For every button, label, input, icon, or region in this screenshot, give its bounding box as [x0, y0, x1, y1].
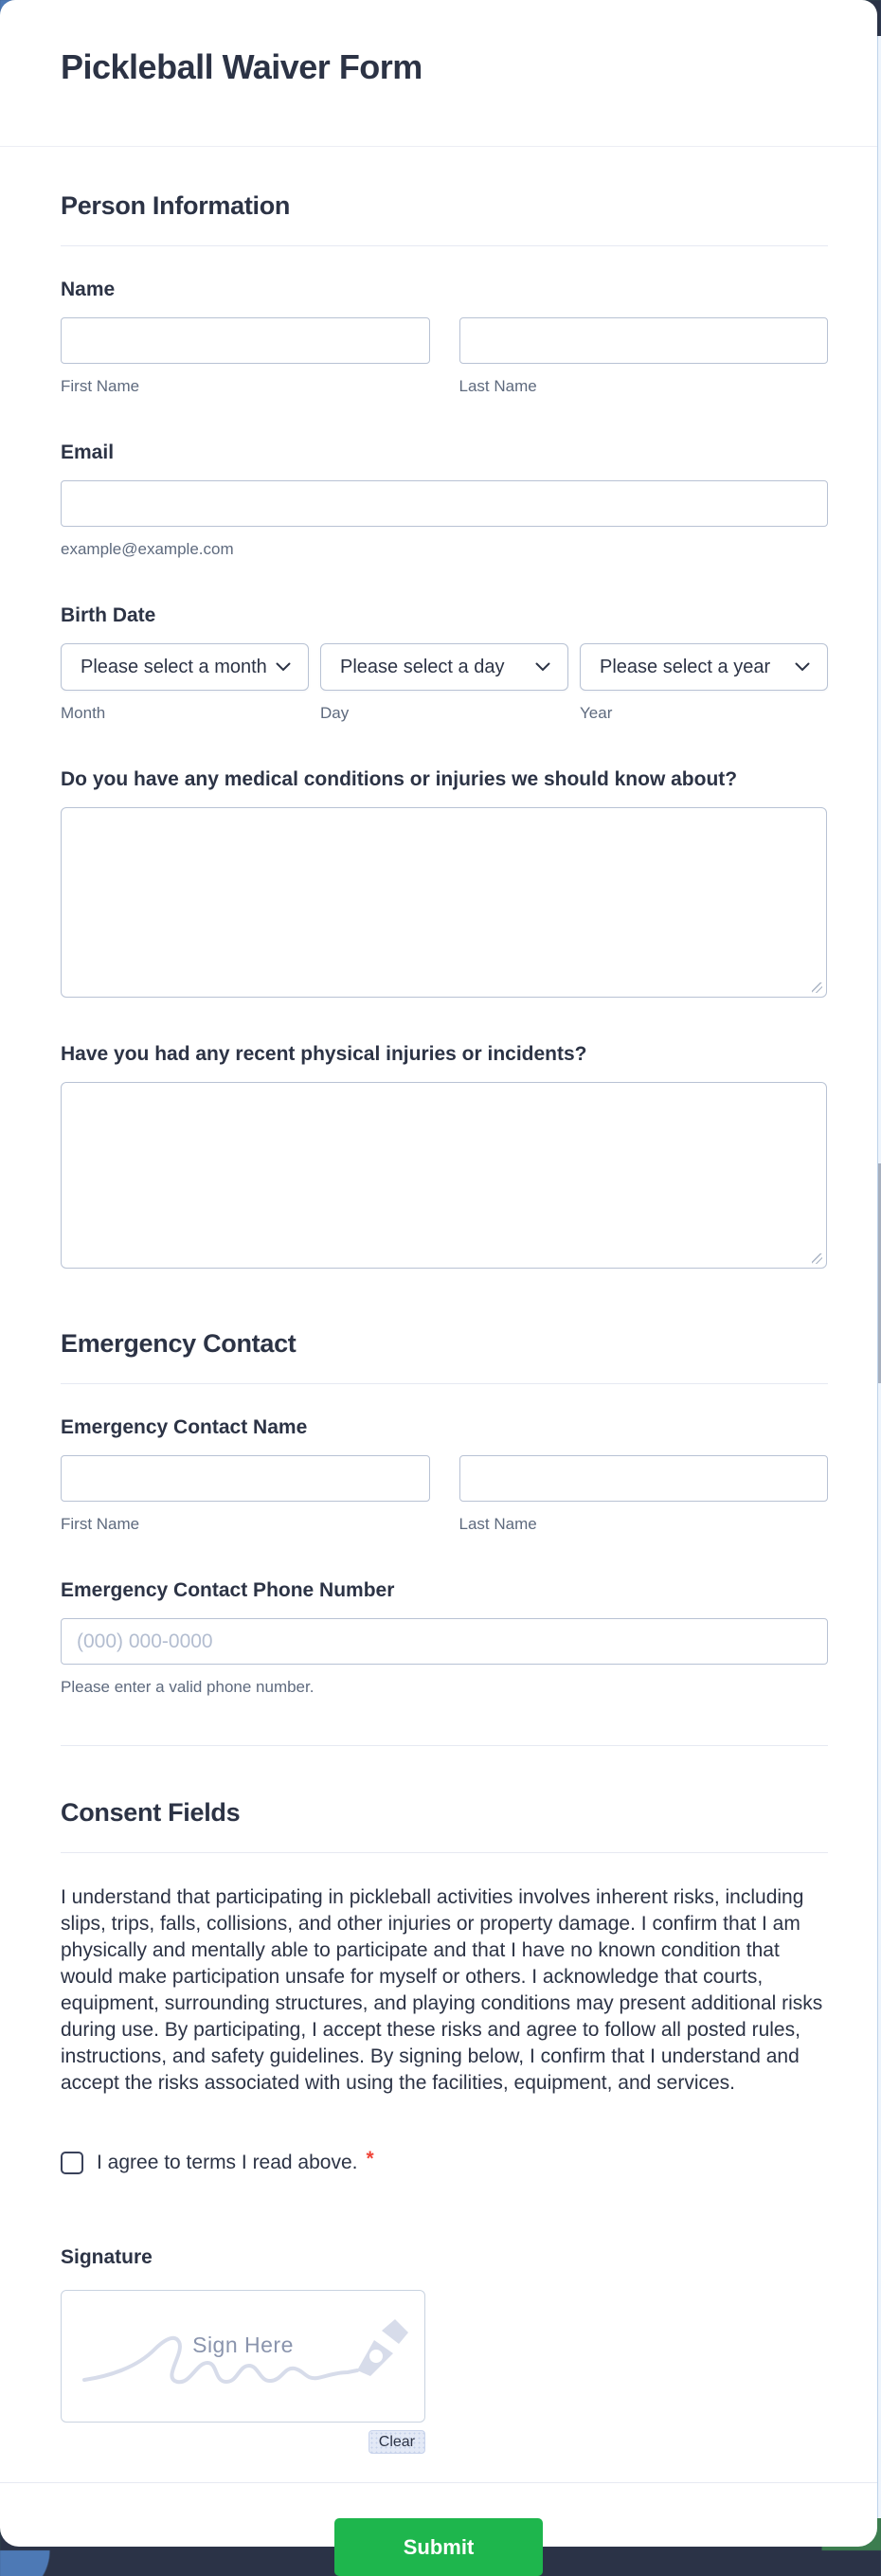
birth-year-select[interactable]: [580, 643, 828, 691]
first-name-sublabel: First Name: [61, 377, 140, 395]
agree-terms-label: I agree to terms I read above.: [97, 2152, 358, 2173]
emergency-contact-name-label: Emergency Contact Name: [61, 1416, 308, 1438]
birth-date-label: Birth Date: [61, 604, 156, 626]
chevron-down-icon: [795, 662, 810, 672]
birth-day-select[interactable]: [320, 643, 568, 691]
emergency-phone-label: Emergency Contact Phone Number: [61, 1579, 395, 1601]
form-footer: [0, 2482, 877, 2576]
signature-clear-button[interactable]: Clear: [369, 2430, 425, 2454]
medical-conditions-label: Do you have any medical conditions or injuries we should know about?: [61, 768, 738, 790]
required-asterisk: *: [366, 2148, 374, 2170]
form-header: [0, 0, 877, 147]
birth-year-value: Please select a year: [600, 656, 771, 677]
section-heading-emergency-contact: Emergency Contact: [61, 1329, 297, 1358]
section-heading-consent-fields: Consent Fields: [61, 1798, 241, 1827]
chevron-down-icon: [276, 662, 291, 672]
emergency-phone-input[interactable]: [61, 1618, 828, 1665]
form-body: [0, 191, 877, 2454]
recent-injuries-label: Have you had any recent physical injuries or incidents?: [61, 1043, 587, 1065]
medical-conditions-textarea[interactable]: [61, 807, 827, 998]
birth-month-value: Please select a month: [81, 656, 267, 677]
signature-label: Signature: [61, 2246, 153, 2268]
agree-terms-row: [61, 2148, 828, 2174]
agree-terms-checkbox[interactable]: [61, 2152, 83, 2174]
birth-day-value: Please select a day: [340, 656, 505, 677]
emergency-last-name-input[interactable]: [459, 1455, 829, 1502]
form-title: Pickleball Waiver Form: [61, 47, 423, 86]
section-divider: [61, 245, 828, 246]
consent-paragraph: I understand that participating in pickleball activities involves inherent risks, including slips, trips, falls, collisions, and other injuries or property damage. I confirm that I am physically and mentally able to participate and that I have no known condition that would make participation unsafe for myself or others. I acknowledge that courts, equipment, surrounding structures, and playing conditions may present additional risks during use. By participating, I accept these risks and agree to follow all posted rules, instructions, and safety guidelines. By signing below, I confirm that I understand and accept the risks associated with using the facilities, equipment, and services.: [61, 1886, 823, 2094]
signature-pad[interactable]: [61, 2290, 425, 2423]
chevron-down-icon: [535, 662, 550, 672]
submit-button[interactable]: Submit: [334, 2518, 543, 2576]
sign-here-text: Sign Here: [192, 2333, 294, 2357]
recent-injuries-textarea[interactable]: [61, 1082, 827, 1269]
emergency-first-name-sublabel: First Name: [61, 1515, 140, 1533]
scrollbar-track: [877, 36, 881, 2518]
month-sublabel: Month: [61, 704, 106, 722]
field-emergency-phone: [61, 1579, 828, 1697]
field-emergency-contact-name: [61, 1416, 828, 1534]
field-birth-date: [61, 604, 828, 723]
section-divider: [61, 1852, 828, 1853]
emergency-first-name-input[interactable]: [61, 1455, 430, 1502]
emergency-phone-helper: Please enter a valid phone number.: [61, 1678, 315, 1696]
field-recent-injuries: [61, 1043, 828, 1269]
first-name-input[interactable]: [61, 317, 430, 364]
field-signature: [61, 2246, 828, 2454]
signature-squiggle-icon: [79, 2317, 410, 2403]
email-label: Email: [61, 441, 115, 463]
name-label: Name: [61, 279, 116, 300]
emergency-last-name-sublabel: Last Name: [458, 1515, 537, 1533]
field-email: [61, 441, 828, 559]
section-divider: [61, 1745, 828, 1746]
section-divider: [61, 1383, 828, 1384]
field-medical-conditions: [61, 768, 828, 998]
year-sublabel: Year: [580, 704, 613, 722]
field-name: [61, 279, 828, 396]
last-name-input[interactable]: [459, 317, 829, 364]
email-helper: example@example.com: [61, 540, 234, 558]
email-input[interactable]: [61, 480, 828, 527]
birth-month-select[interactable]: [61, 643, 309, 691]
last-name-sublabel: Last Name: [458, 377, 537, 395]
section-heading-person-information: Person Information: [61, 191, 291, 220]
day-sublabel: Day: [320, 704, 350, 722]
